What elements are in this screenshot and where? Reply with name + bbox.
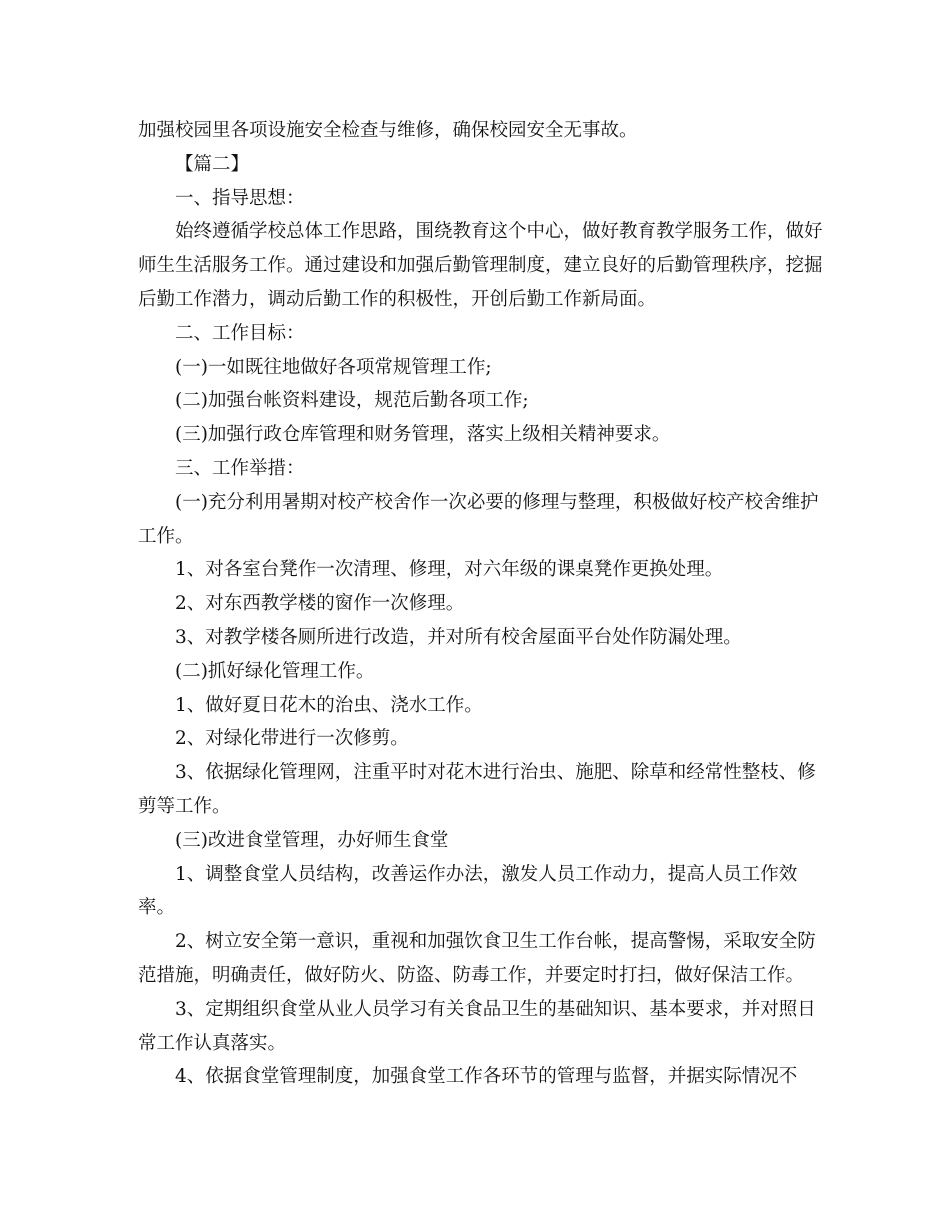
subheading-measure-1: (一)充分利用暑期对校产校舍作一次必要的修理与整理，积极做好校产校舍维护工作。 [138, 491, 819, 547]
list-item-measure-2-1: 1、做好夏日花木的治虫、浇水工作。 [175, 694, 483, 716]
list-item-measure-3-2: 2、树立安全第一意识，重视和加强饮食卫生工作台帐，提高警惕，采取安全防范措施，明确责任，做好防火、防盗、防毒工作，并要定时打扫，做好保洁工作。 [138, 931, 816, 986]
list-item-measure-2-2: 2、对绿化带进行一次修剪。 [175, 728, 409, 750]
heading-work-goals: 二、工作目标： [175, 322, 305, 344]
list-item-goal-1: (一)一如既往地做好各项常规管理工作; [175, 356, 492, 378]
list-item-measure-3-3: 3、定期组织食堂从业人员学习有关食品卫生的基础知识、基本要求，并对照日常工作认真落实。 [138, 998, 816, 1054]
list-item-measure-3-1: 1、调整食堂人员结构，改善运作办法，激发人员工作动力，提高人员工作效率。 [138, 863, 798, 919]
paragraph-intro-line: 加强校园里各项设施安全检查与维修，确保校园安全无事故。 [138, 120, 638, 141]
list-item-measure-1-1: 1、对各室台凳作一次清理、修理，对六年级的课桌凳作更换处理。 [175, 559, 724, 581]
subheading-measure-3: (三)改进食堂管理，办好师生食堂 [175, 829, 449, 851]
list-item-measure-3-4: 4、依据食堂管理制度，加强食堂工作各环节的管理与监督，并据实际情况不 [175, 1066, 798, 1088]
heading-work-measures: 三、工作举措： [175, 457, 305, 479]
list-item-goal-3: (三)加强行政仓库管理和财务管理，落实上级相关精神要求。 [175, 424, 671, 446]
document-body [138, 114, 828, 1094]
list-item-measure-1-2: 2、对东西教学楼的窗作一次修理。 [175, 593, 465, 615]
list-item-measure-1-3: 3、对教学楼各厕所进行改造，并对所有校舍屋面平台处作防漏处理。 [175, 626, 742, 648]
subheading-measure-2: (二)抓好绿化管理工作。 [175, 660, 375, 682]
section-heading-part-two: 【篇二】 [175, 153, 250, 175]
paragraph-guiding-ideology: 始终遵循学校总体工作思路，围绕教育这个中心，做好教育教学服务工作，做好师生生活服务工作。通过建设和加强后勤管理制度，建立良好的后勤管理秩序，挖掘后勤工作潜力，调动后勤工作的积极性，开创后勤工作新局面。 [138, 221, 823, 310]
list-item-measure-2-3: 3、依据绿化管理网，注重平时对花木进行治虫、施肥、除草和经常性整枝、修剪等工作。 [138, 762, 816, 817]
list-item-goal-2: (二)加强台帐资料建设，规范后勤各项工作; [175, 390, 529, 412]
heading-guiding-ideology: 一、指导思想： [175, 187, 305, 209]
